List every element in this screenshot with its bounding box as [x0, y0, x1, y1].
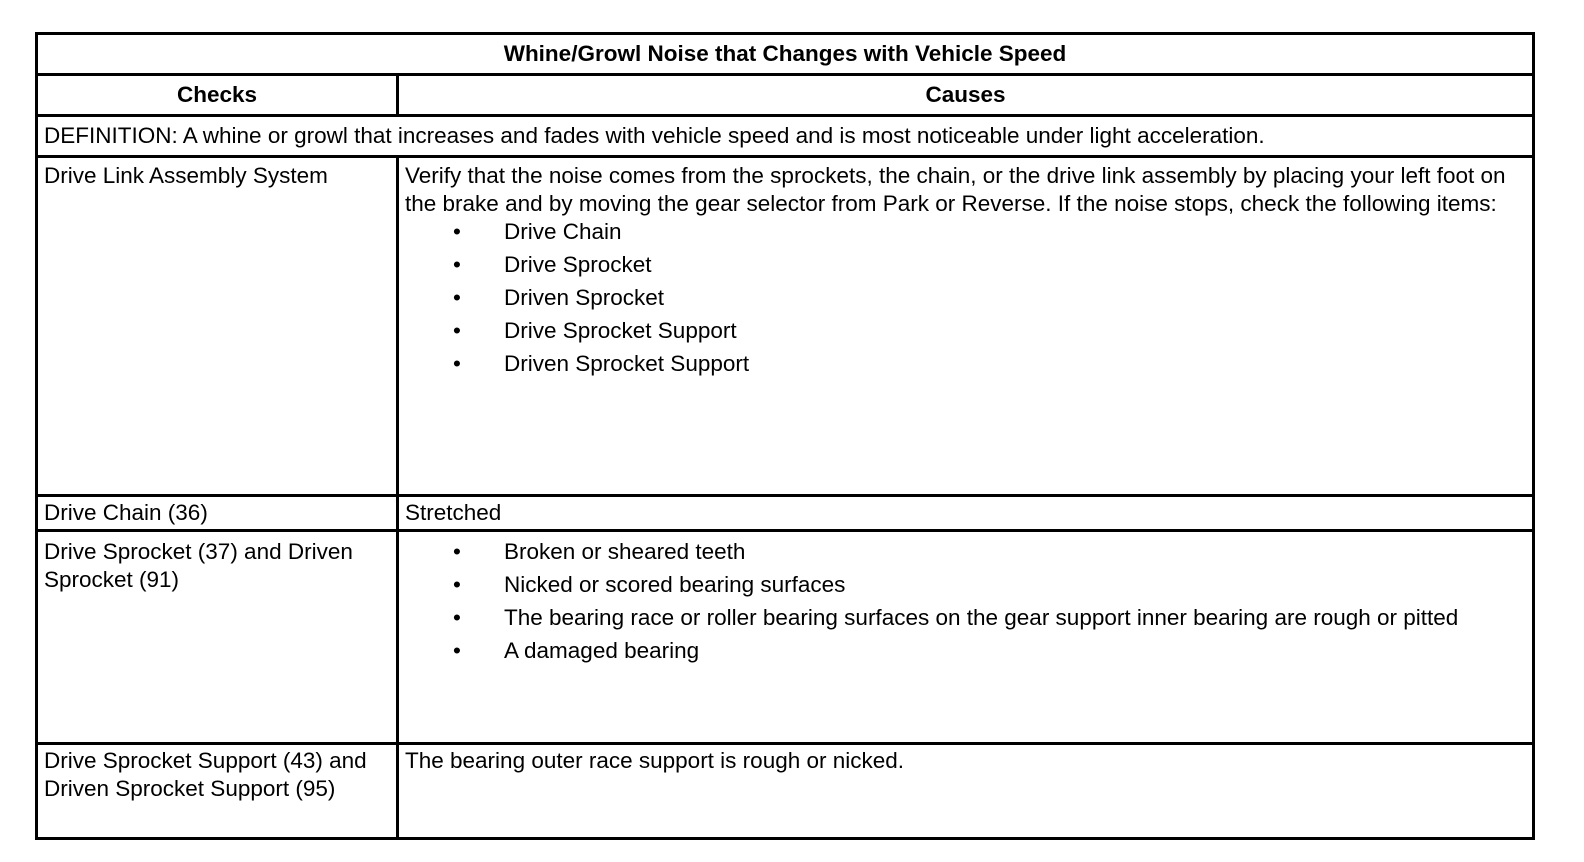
list-item: • Driven Sprocket: [405, 284, 1526, 312]
cause-cell: The bearing outer race support is rough or nicked.: [398, 744, 1534, 839]
cause-cell: [398, 157, 1534, 496]
table-title: Whine/Growl Noise that Changes with Vehicle Speed: [37, 34, 1534, 75]
table-row: [37, 496, 1534, 531]
check-cell: Drive Sprocket Support (43) and Driven Sprocket Support (95): [37, 744, 398, 839]
cause-list: [405, 538, 1526, 665]
cause-cell: Stretched: [398, 496, 1534, 531]
table-row: [37, 157, 1534, 496]
definition-text: DEFINITION: A whine or growl that increases and fades with vehicle speed and is most noticeable under light acceleration.: [37, 116, 1534, 157]
check-cell: Drive Chain (36): [37, 496, 398, 531]
table-row: [37, 744, 1534, 839]
definition-row: [37, 116, 1534, 157]
check-cell: Drive Link Assembly System: [37, 157, 398, 496]
diagnostic-table: [35, 32, 1535, 840]
list-item: • Drive Sprocket: [405, 251, 1526, 279]
list-item: • Driven Sprocket Support: [405, 350, 1526, 378]
title-row: [37, 34, 1534, 75]
list-item: • The bearing race or roller bearing surfaces on the gear support inner bearing are rough or pitted: [405, 604, 1526, 632]
check-cell: Drive Sprocket (37) and Driven Sprocket (91): [37, 531, 398, 744]
causes-header: Causes: [398, 75, 1534, 116]
list-item: • Broken or sheared teeth: [405, 538, 1526, 566]
cause-text: Verify that the noise comes from the sprockets, the chain, or the drive link assembly by placing your left foot on the brake and by moving the gear selector from Park or Reverse. If the noise stops, check the following items:: [405, 163, 1506, 216]
list-item: • A damaged bearing: [405, 637, 1526, 665]
cause-list: [405, 218, 1526, 378]
header-row: [37, 75, 1534, 116]
list-item: • Drive Chain: [405, 218, 1526, 246]
cause-cell: [398, 531, 1534, 744]
list-item: • Nicked or scored bearing surfaces: [405, 571, 1526, 599]
checks-header: Checks: [37, 75, 398, 116]
table-row: [37, 531, 1534, 744]
list-item: • Drive Sprocket Support: [405, 317, 1526, 345]
